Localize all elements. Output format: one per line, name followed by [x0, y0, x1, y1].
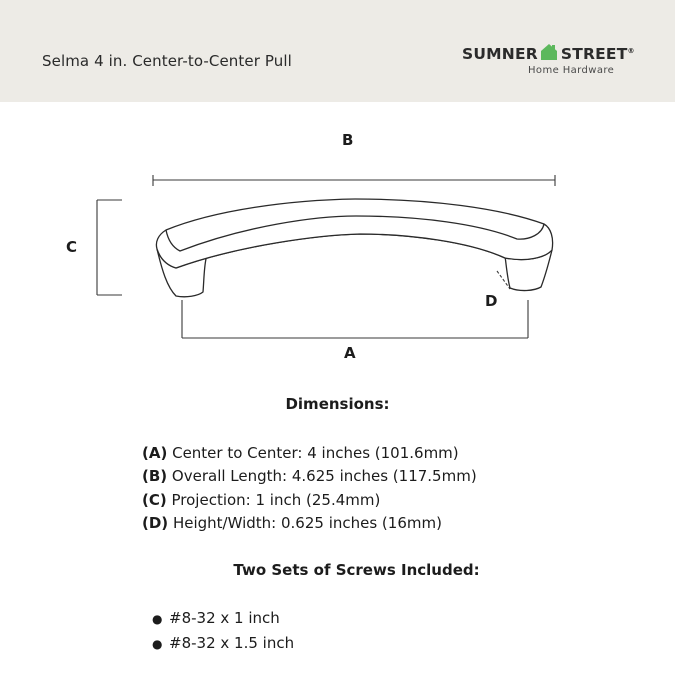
pull-handle — [156, 199, 552, 297]
brand-logo: SUMNER STREET® Home Hardware — [462, 45, 635, 76]
dimension-list — [142, 442, 477, 535]
dimension-item-c: (C) Projection: 1 inch (25.4mm) — [142, 490, 381, 509]
dimension-item-d: (D) Height/Width: 0.625 inches (16mm) — [142, 513, 442, 532]
label-b: B — [342, 131, 354, 149]
product-title: Selma 4 in. Center-to-Center Pull — [42, 52, 292, 70]
dimension-line-a — [182, 300, 528, 338]
bullet-icon: ● — [152, 636, 163, 651]
dimension-item-b: (B) Overall Length: 4.625 inches (117.5mm) — [142, 467, 477, 486]
pull-dimension-diagram — [0, 102, 675, 392]
label-d: D — [485, 292, 498, 310]
house-icon — [540, 43, 558, 61]
brand-name-right: STREET — [560, 45, 628, 63]
bullet-icon: ● — [152, 612, 163, 626]
label-c: C — [66, 238, 78, 256]
screw-list — [152, 607, 294, 656]
screws-heading: Two Sets of Screws Included: — [233, 561, 480, 579]
pull-drawing — [0, 102, 675, 392]
screw-item: ● #8-32 x 1.5 inch — [152, 632, 294, 657]
dimension-item-a: (A) Center to Center: 4 inches (101.6mm) — [142, 444, 459, 462]
dimensions-heading: Dimensions: — [285, 395, 390, 413]
brand-name-left: SUMNER — [462, 45, 538, 63]
dimension-line-c — [97, 200, 122, 295]
brand-tagline: Home Hardware — [528, 65, 615, 76]
dimension-line-b — [153, 175, 555, 186]
header-banner — [0, 0, 675, 102]
screw-item: ● #8-32 x 1 inch — [152, 607, 294, 632]
label-a: A — [344, 344, 356, 362]
